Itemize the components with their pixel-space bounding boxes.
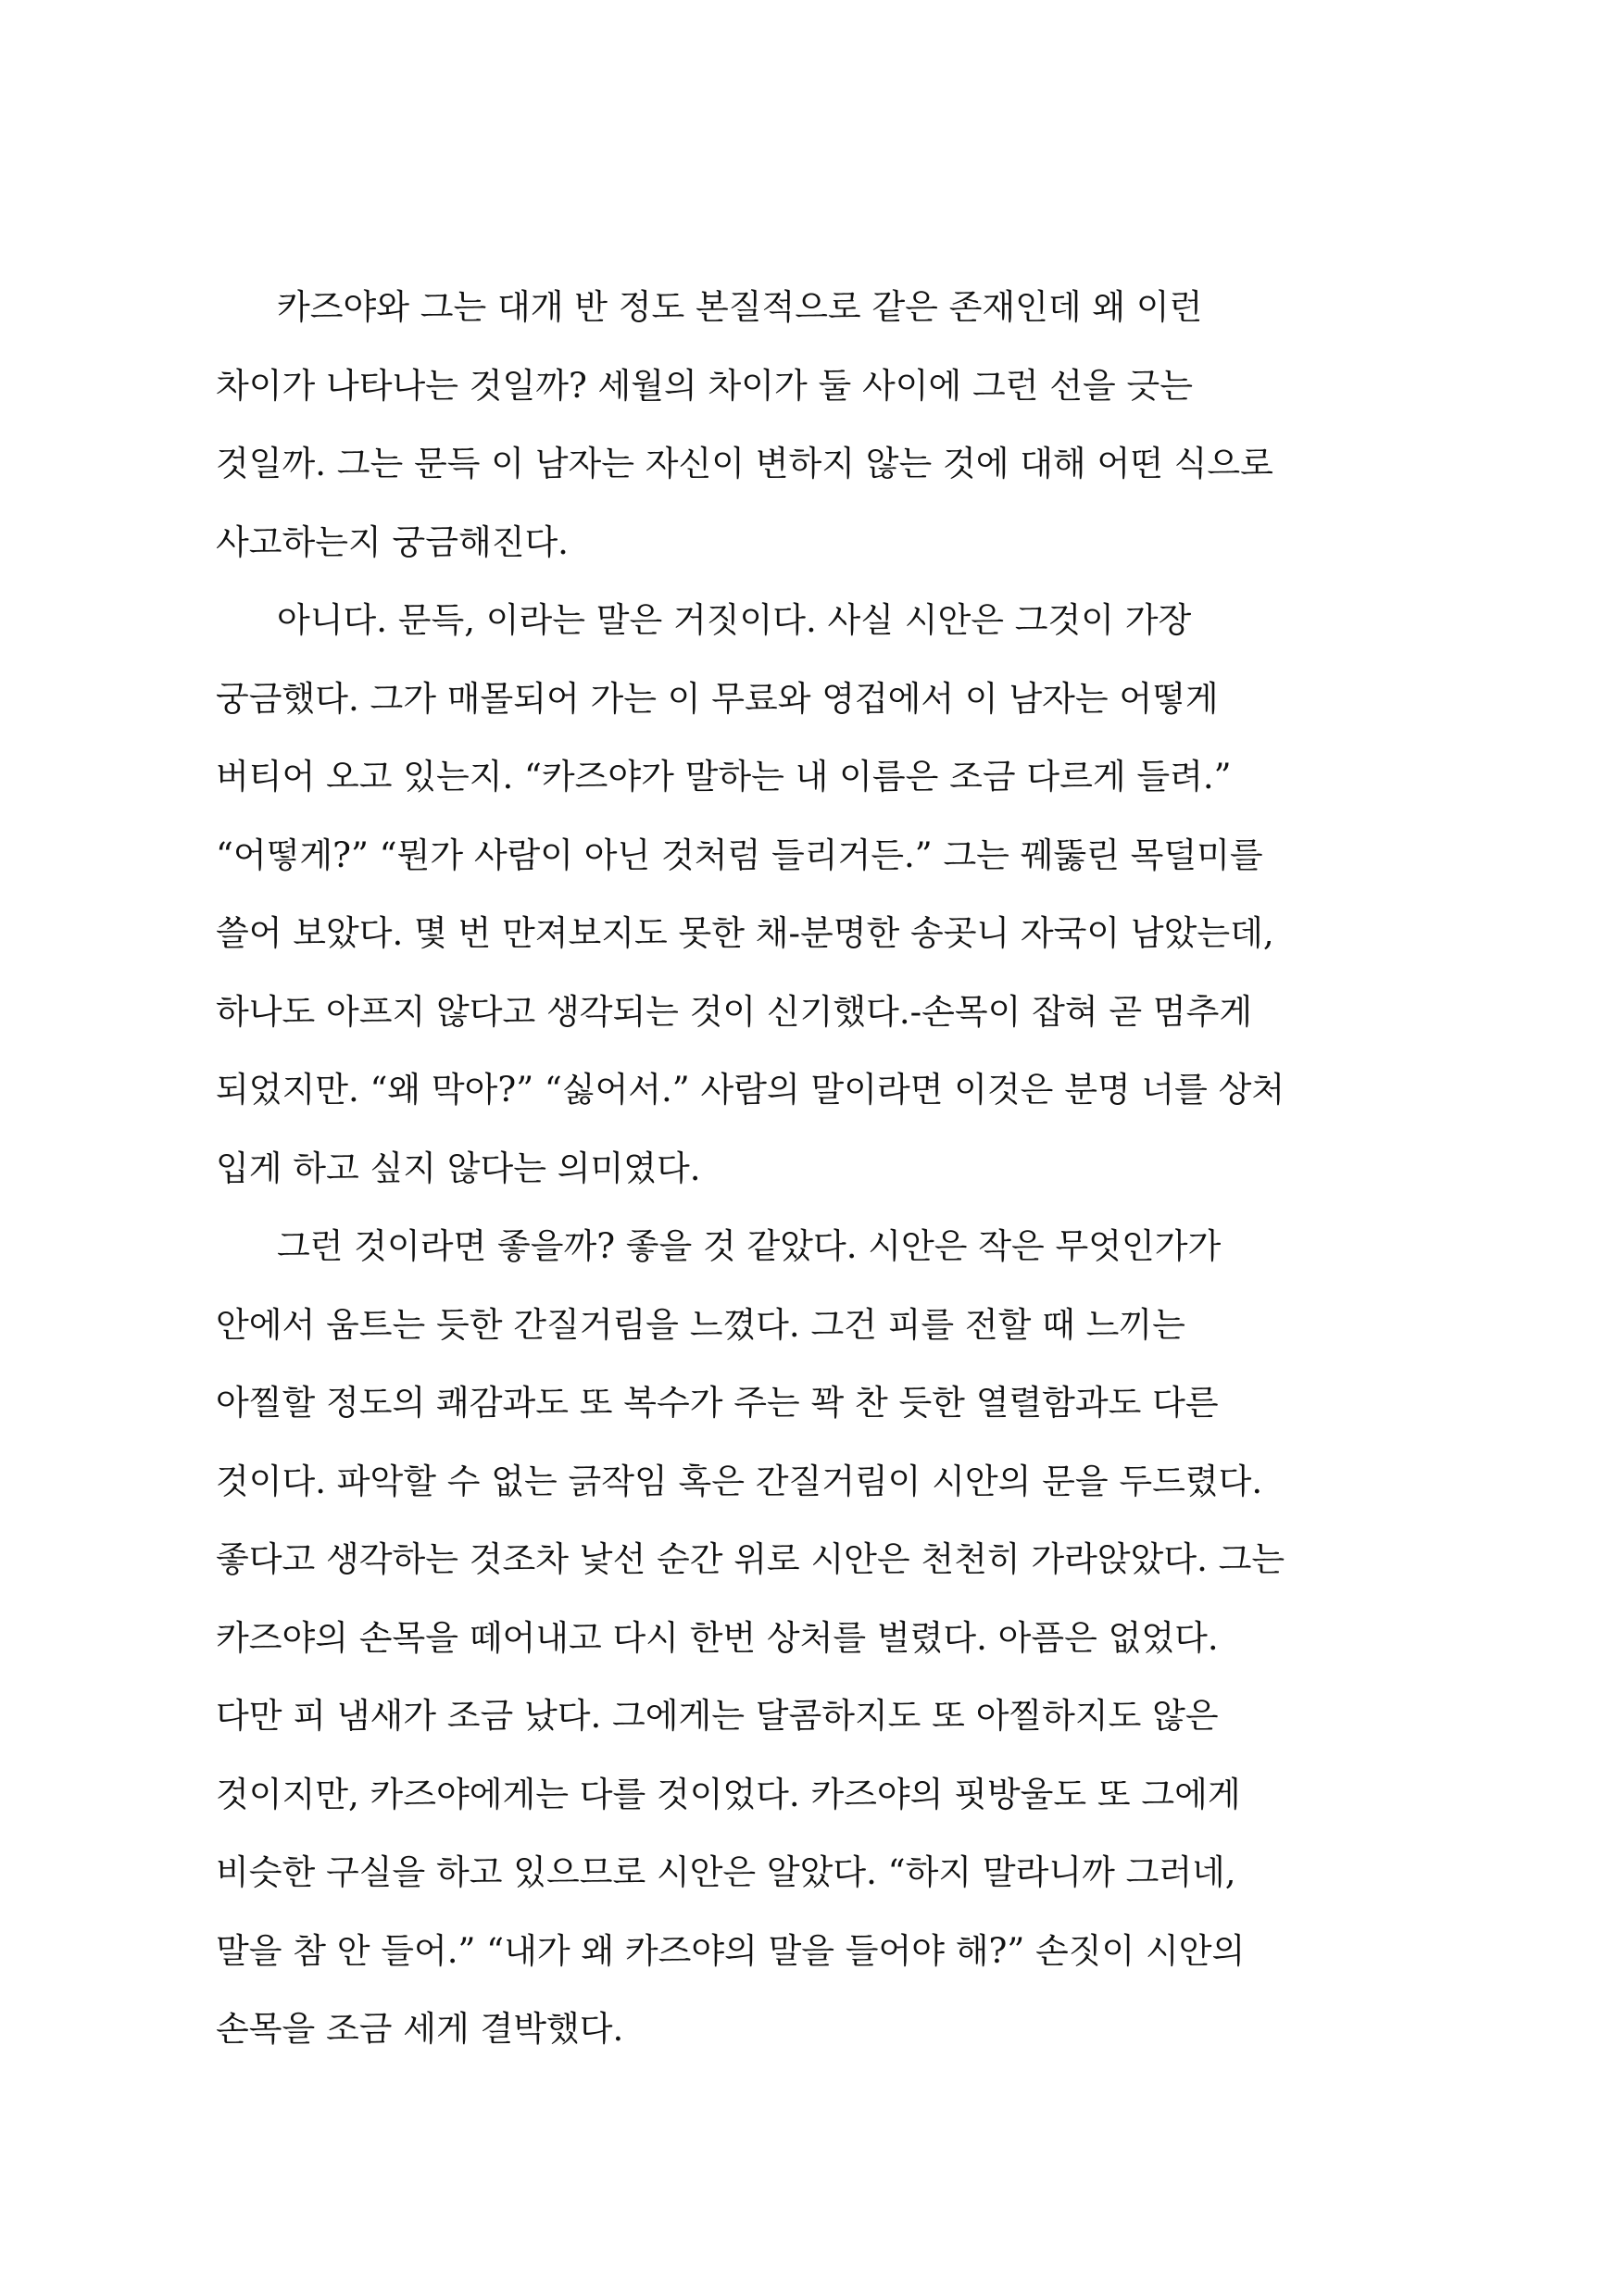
- text-line: 입게 하고 싶지 않다는 의미였다.: [216, 1148, 701, 1188]
- text-line: 버티어 오고 있는지. “카즈야가 말하는 내 이름은 조금 다르게 들려.”: [216, 757, 1232, 797]
- text-line: 안에서 움트는 듯한 간질거림을 느꼈다. 그건 피를 전할 때 느끼는: [216, 1304, 1185, 1345]
- text-line: 좋다고 생각하는 것조차 낯선 순간 위로 시안은 천천히 가라앉았다. 그는: [216, 1539, 1285, 1579]
- text-line: 비슷한 구실을 하고 있으므로 시안은 알았다. “하지 말라니까 그러네,: [216, 1852, 1236, 1892]
- text-line: 그런 것이라면 좋을까? 좋을 것 같았다. 시안은 작은 무엇인가가: [277, 1226, 1222, 1266]
- text-line: 사고하는지 궁금해진다.: [216, 521, 569, 562]
- text-line: 아찔할 정도의 쾌감과도 또 복수가 주는 꽉 찬 듯한 열렬함과도 다른: [216, 1383, 1219, 1423]
- text-line: 하나도 아프지 않다고 생각되는 것이 신기했다.-손목이 잡혀 곧 멈추게: [216, 991, 1253, 1032]
- text-line: 되었지만. “왜 막아?” “싫어서.” 사람의 말이라면 이것은 분명 너를 상처: [216, 1070, 1285, 1110]
- text-line: 다만 피 냄새가 조금 났다. 그에게는 달콤하지도 또 아찔하지도 않은: [216, 1696, 1219, 1736]
- text-line: 것일까. 그는 문득 이 남자는 자신이 변하지 않는 것에 대해 어떤 식으로: [216, 444, 1273, 483]
- text-line: 것이지만, 카즈야에게는 다를 것이었다. 카즈야의 핏방울도 또 그에게: [216, 1774, 1241, 1814]
- text-line: “어떻게?” “뭔가 사람이 아닌 것처럼 들리거든.” 그는 꿰뚫린 목덜미를: [216, 834, 1263, 875]
- text-line: 쓸어 보았다. 몇 번 만져보지도 못한 채-분명한 송곳니 자국이 남았는데,: [216, 913, 1274, 953]
- text-line: 카즈야와 그는 대개 반 정도 본질적으로 같은 존재인데 왜 이런: [277, 287, 1203, 327]
- text-line: 것이다. 파악할 수 없는 긁작임 혹은 간질거림이 시안의 문을 두드렸다.: [216, 1461, 1263, 1501]
- text-line: 손목을 조금 세게 결박했다.: [216, 2009, 624, 2049]
- text-line: 카즈야의 손목을 떼어내고 다시 한번 상처를 벌렸다. 아픔은 없었다.: [216, 1617, 1219, 1658]
- text-line: 차이가 나타나는 것일까? 세월의 차이가 둘 사이에 그런 선을 긋는: [216, 365, 1193, 406]
- text-line: 말을 참 안 들어.” “내가 왜 카즈야의 말을 들어야 해?” 손짓이 시안의: [216, 1930, 1246, 1971]
- text-line: 아니다. 문득, 이라는 말은 거짓이다. 사실 시안은 그것이 가장: [277, 600, 1192, 640]
- body-text: [216, 269, 1420, 2069]
- text-line: 궁금했다. 그가 매몰되어 가는 이 무료와 영겁에서 이 남자는 어떻게: [216, 678, 1219, 719]
